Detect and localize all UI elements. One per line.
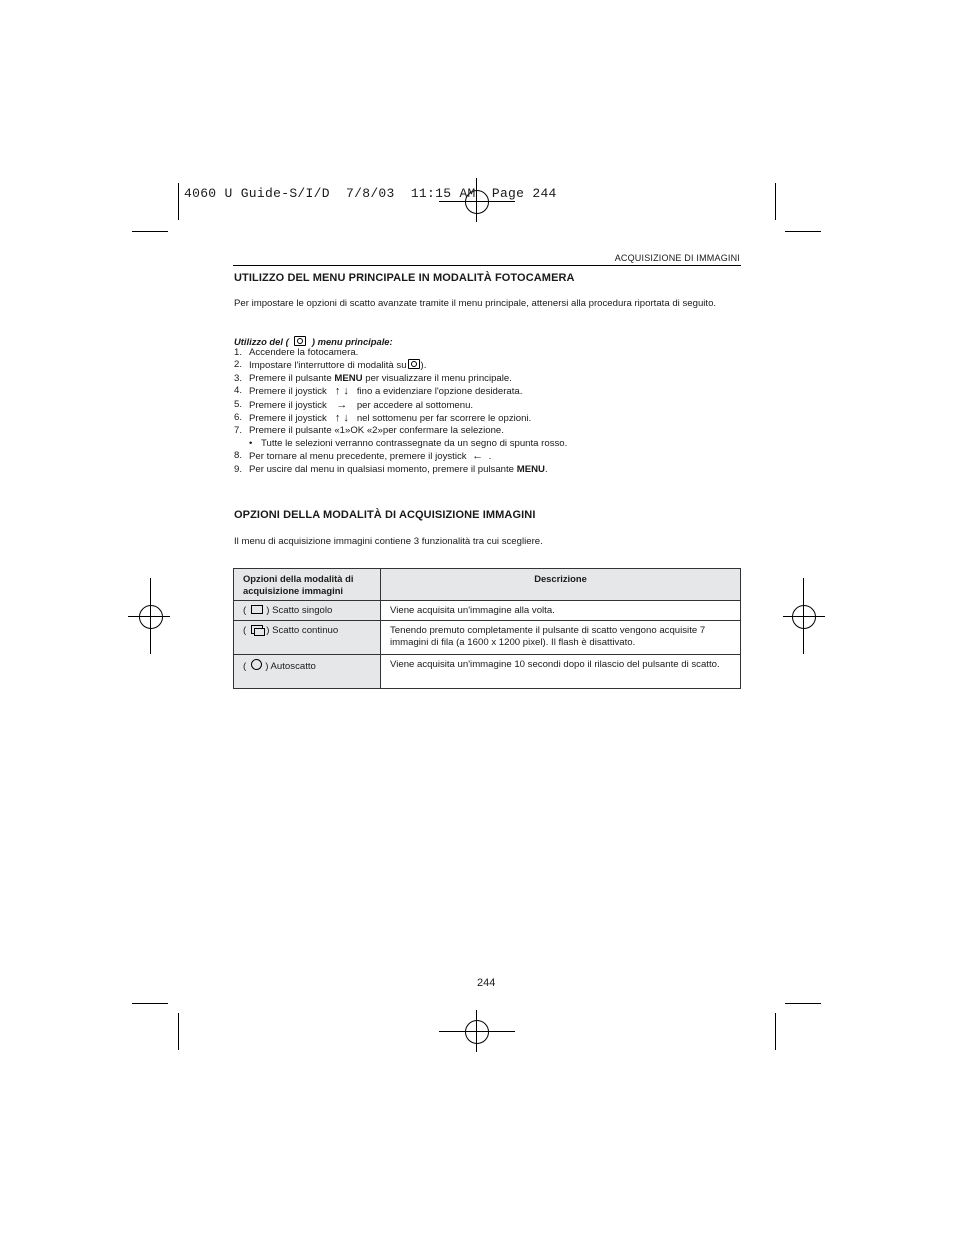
registration-mark-line [803, 578, 804, 654]
camera-mode-icon [408, 359, 420, 369]
crop-mark [178, 183, 179, 220]
steps-list [234, 347, 734, 476]
list-item: 8. Per tornare al menu precedente, premere il joystick ← . [234, 450, 492, 463]
section-intro: Il menu di acquisizione immagini contiene 3 funzionalità tra cui scegliere. [234, 536, 543, 547]
registration-mark-line [476, 1010, 477, 1052]
registration-mark-line [439, 201, 515, 202]
table-cell-option: ( ) Scatto continuo [234, 621, 381, 655]
table-header-description: Descrizione [381, 569, 741, 601]
up-down-arrow-icon: ↑ ↓ [334, 385, 349, 398]
single-shot-icon [251, 605, 263, 614]
subheading: Utilizzo del ( ) menu principale: [234, 336, 393, 347]
table-row [234, 601, 741, 621]
table-cell-option: ( ) Autoscatto [234, 655, 381, 689]
self-timer-icon [251, 659, 262, 670]
section-title-options: OPZIONI DELLA MODALITÀ DI ACQUISIZIONE IMMAGINI [234, 509, 536, 521]
list-item: 5. Premere il joystick → per accedere al sottomenu. [234, 398, 474, 411]
crop-mark [775, 183, 776, 220]
header-rule [233, 265, 741, 266]
table-cell-description: Tenendo premuto completamente il pulsante di scatto vengono acquisite 7 immagini di fila (a 1600 x 1200 pixel). Il flash è disattivato. [381, 621, 741, 655]
list-item: 2. Impostare l'interruttore di modalità su ). [234, 359, 427, 372]
table-row [234, 621, 741, 655]
left-arrow-icon: ← [472, 450, 484, 463]
options-table [233, 568, 741, 689]
list-item: 4. Premere il joystick ↑ ↓ fino a evidenziare l'opzione desiderata. [234, 385, 523, 398]
crop-mark [785, 1003, 821, 1004]
table-header-option: Opzioni della modalità di acquisizione immagini [234, 569, 381, 601]
list-item: 7. Premere il pulsante «1»OK «2»per confermare la selezione. [234, 425, 504, 437]
crop-mark [785, 231, 821, 232]
right-arrow-icon: → [336, 398, 348, 411]
crop-mark [178, 1013, 179, 1050]
list-item: 6. Premere il joystick ↑ ↓ nel sottomenu per far scorrere le opzioni. [234, 412, 532, 425]
camera-mode-icon [294, 336, 306, 346]
list-subitem: • Tutte le selezioni verranno contrassegnate da un segno di spunta rosso. [249, 437, 568, 449]
list-item: 3. Premere il pulsante MENU per visualizzare il menu principale. [234, 372, 512, 384]
table-row [234, 655, 741, 689]
list-item: 9. Per uscire dal menu in qualsiasi momento, premere il pulsante MENU. [234, 463, 548, 475]
registration-mark-line [439, 1031, 515, 1032]
table-cell-description: Viene acquisita un'immagine 10 secondi dopo il rilascio del pulsante di scatto. [381, 655, 741, 689]
crop-mark [132, 231, 168, 232]
table-cell-option: ( ) Scatto singolo [234, 601, 381, 621]
running-head: ACQUISIZIONE DI IMMAGINI [614, 253, 740, 263]
registration-mark-bottom [465, 1020, 489, 1044]
registration-mark-line [128, 616, 170, 617]
crop-mark [132, 1003, 168, 1004]
table-cell-description: Viene acquisita un'immagine alla volta. [381, 601, 741, 621]
section-intro: Per impostare le opzioni di scatto avanzate tramite il menu principale, attenersi alla procedura riportata di seguito. [234, 298, 717, 309]
registration-mark-line [150, 578, 151, 654]
print-slug: 4060 U Guide-S/I/D 7/8/03 11:15 AM Page 244 [184, 186, 557, 201]
up-down-arrow-icon: ↑ ↓ [334, 412, 349, 425]
crop-mark [775, 1013, 776, 1050]
page-number: 244 [477, 977, 496, 989]
registration-mark-right [792, 605, 816, 629]
table-header-row [234, 569, 741, 601]
registration-mark-left [139, 605, 163, 629]
section-title-menu: UTILIZZO DEL MENU PRINCIPALE IN MODALITÀ FOTOCAMERA [234, 272, 575, 284]
continuous-shot-icon [251, 625, 263, 634]
registration-mark-line [783, 616, 825, 617]
list-item: 1. Accendere la fotocamera. [234, 347, 359, 358]
